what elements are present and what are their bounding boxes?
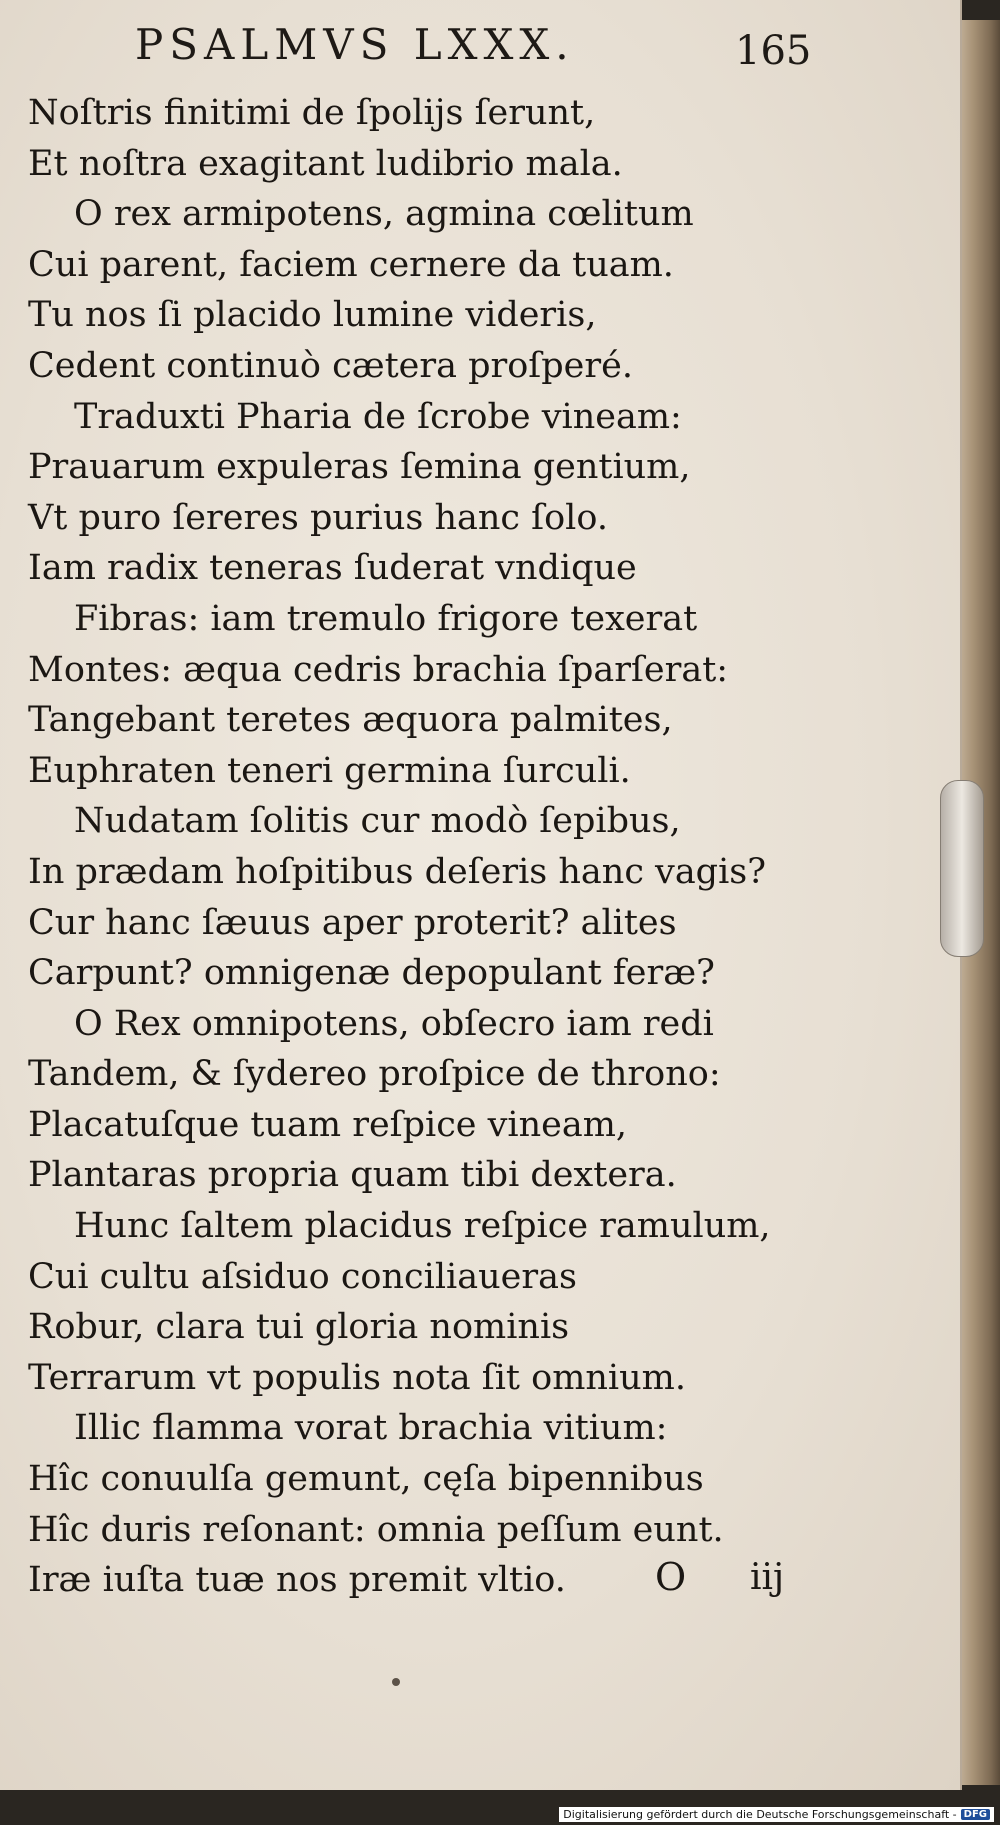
- page-number: 165: [735, 28, 812, 74]
- digitization-credit: [559, 1807, 994, 1822]
- verse-line: Vt puro ſereres purius hanc ſolo.: [28, 497, 608, 538]
- verse-line: Nudatam ſolitis cur modò ſepibus,: [74, 801, 681, 842]
- verse-line: Hîc conuulſa gemunt, cęſa bipennibus: [28, 1459, 704, 1500]
- verse-line: Cedent continuò cætera proſperé.: [28, 345, 633, 386]
- verse-line: O rex armipotens, agmina cœlitum: [74, 194, 694, 235]
- verse-line: Plantaras propria quam tibi dextera.: [28, 1155, 677, 1196]
- verse-line: Tangebant teretes æquora palmites,: [28, 700, 673, 741]
- paper-speck: [392, 1678, 400, 1686]
- verse-line: Et noſtra exagitant ludibrio mala.: [28, 143, 623, 184]
- verse-line: Hunc ſaltem placidus reſpice ramulum,: [74, 1206, 771, 1247]
- verse-line: Prauarum expuleras ſemina gentium,: [28, 447, 691, 488]
- verse-line: Cui cultu aſsiduo conciliaueras: [28, 1256, 577, 1297]
- credit-text: Digitalisierung gefördert durch die Deutsche Forschungsgemeinschaft -: [563, 1808, 957, 1821]
- verse-line: Cur hanc ſæuus aper proterit? alites: [28, 902, 677, 943]
- verse-line: Placatuſque tuam reſpice vineam,: [28, 1104, 628, 1145]
- verse-line: Cui parent, faciem cernere da tuam.: [28, 244, 674, 285]
- scanner-clip: [940, 780, 984, 957]
- psalm-verse-text: [28, 88, 908, 1606]
- verse-line: Fibras: iam tremulo frigore texerat: [74, 598, 698, 639]
- catchword: O: [655, 1555, 687, 1599]
- verse-line: Tu nos ſi placido lumine videris,: [28, 295, 597, 336]
- running-title: PSALMVS LXXX.: [135, 20, 575, 69]
- verse-line: Noſtris finitimi de ſpolijs ſerunt,: [28, 93, 596, 133]
- verse-line: Robur, clara tui gloria nominis: [28, 1307, 570, 1348]
- verse-line: Iræ iuſta tuæ nos premit vltio.: [28, 1560, 566, 1601]
- verse-line: O Rex omnipotens, obſecro iam redi: [74, 1003, 714, 1044]
- verse-line: Tandem, & ſydereo proſpice de throno:: [28, 1054, 721, 1095]
- verse-line: Euphraten teneri germina ſurculi.: [28, 750, 631, 791]
- verse-line: Carpunt? omnigenæ depopulant feræ?: [28, 953, 715, 994]
- verse-line: Illic flamma vorat brachia vitium:: [74, 1408, 668, 1449]
- signature-mark: iij: [750, 1557, 785, 1598]
- verse-line: Hîc duris reſonant: omnia peſſum eunt.: [28, 1509, 724, 1550]
- verse-line: Iam radix teneras ſuderat vndique: [28, 548, 637, 589]
- verse-line: In prædam hoſpitibus deſeris hanc vagis?: [28, 851, 767, 892]
- verse-line: Terrarum vt populis nota ſit omnium.: [28, 1357, 686, 1398]
- verse-line: Montes: æqua cedris brachia ſparſerat:: [28, 649, 729, 690]
- dfg-logo: DFG: [961, 1809, 990, 1820]
- verse-line: Traduxti Pharia de ſcrobe vineam:: [74, 396, 682, 437]
